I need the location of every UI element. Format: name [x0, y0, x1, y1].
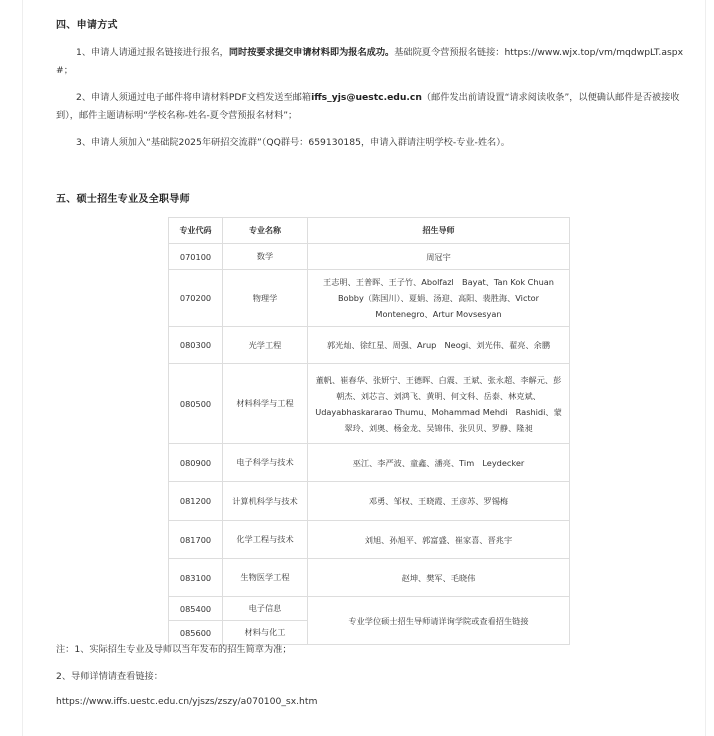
major-code-cell: 080500: [169, 364, 223, 444]
professional-tutors-cell: 专业学位硕士招生导师请详询学院或查看招生链接: [308, 597, 570, 645]
major-name-cell: 化学工程与技术: [223, 521, 308, 559]
tutor-details-link[interactable]: https://www.iffs.uestc.edu.cn/yjszs/zszy/a070100_sx.htm: [56, 696, 318, 707]
tutors-cell: 赵坤、樊军、毛晓伟: [308, 559, 570, 597]
header-major-name: 专业名称: [223, 218, 308, 244]
note-line-1: 注：1、实际招生专业及导师以当年发布的招生简章为准；: [56, 644, 292, 655]
left-border-line: [22, 0, 23, 736]
item2-suffix: （邮件发出前请设置“请求阅读收条”，以便确认邮件是否被接收到），邮件主题请标明“学校名称-姓名-夏令营预报名材料”；: [56, 92, 680, 121]
application-item-2: [56, 89, 688, 125]
item3-text: 3、申请人须加入“基础院2025年研招交流群”（QQ群号：659130185，申请入群请注明学校-专业-姓名）。: [76, 137, 510, 148]
item1-bold-notice: 同时按要求提交申请材料即为报名成功。: [228, 47, 395, 58]
application-item-3: [56, 134, 688, 152]
major-code-cell: 070100: [169, 244, 223, 270]
table-row: [169, 597, 570, 621]
section-heading-majors-and-tutors: 五、硕士招生专业及全职导师: [56, 194, 190, 205]
item1-prefix: 1、申请人请通过报名链接进行报名，: [76, 47, 229, 58]
tutors-cell: 董帆、崔春华、张妍宁、王德晖、白震、王斌、张永超、李解元、彭朝杰、刘芯言、刘鸿飞、黄明、何文科、岳泰、林克斌、Udayabhaskararao Thumu、Mohammad Mehdi Rashidi、蒙翠玲、刘奥、杨金龙、吴锦伟、张贝贝、罗静、隆昶: [308, 364, 570, 444]
header-tutors: 招生导师: [308, 218, 570, 244]
tutors-cell: 刘旭、孙旭平、郭富盛、崔家喜、晋兆宇: [308, 521, 570, 559]
major-code-cell: 070200: [169, 270, 223, 327]
table-row: [169, 327, 570, 364]
major-code-cell: 085600: [169, 621, 223, 645]
table-row: [169, 244, 570, 270]
table-row: [169, 559, 570, 597]
major-name-cell: 物理学: [223, 270, 308, 327]
table-row: [169, 521, 570, 559]
major-code-cell: 080900: [169, 444, 223, 482]
section-heading-application-method: 四、申请方式: [56, 20, 118, 31]
major-code-cell: 081700: [169, 521, 223, 559]
table-row: [169, 270, 570, 327]
major-name-cell: 材料与化工: [223, 621, 308, 645]
major-code-cell: 085400: [169, 597, 223, 621]
header-major-code: 专业代码: [169, 218, 223, 244]
table-row: [169, 444, 570, 482]
major-name-cell: 电子科学与技术: [223, 444, 308, 482]
right-border-line: [705, 0, 706, 736]
table-header-row: [169, 218, 570, 244]
major-code-cell: 080300: [169, 327, 223, 364]
application-email[interactable]: iffs_yjs@uestc.edu.cn: [311, 92, 422, 103]
application-item-1: [56, 44, 688, 80]
tutors-cell: 王志明、王普晖、王子竹、Abolfazl Bayat、Tan Kok Chuan Bobby（陈国川）、夏娟、汤迎、高阳、裴胜海、Victor Montenegro、Artur Movsesyan: [308, 270, 570, 327]
major-code-cell: 083100: [169, 559, 223, 597]
note-line-2: 2、导师详情请查看链接：: [56, 671, 163, 682]
item2-prefix: 2、申请人须通过电子邮件将申请材料PDF文档发送至邮箱: [76, 92, 312, 103]
major-name-cell: 材料科学与工程: [223, 364, 308, 444]
tutors-cell: 郭光灿、徐红星、周强、Arup Neogi、刘光伟、翟亮、余鹏: [308, 327, 570, 364]
major-code-cell: 081200: [169, 482, 223, 521]
major-name-cell: 数学: [223, 244, 308, 270]
table-row: [169, 364, 570, 444]
tutors-cell: 周冠宇: [308, 244, 570, 270]
item1-signup-link-text[interactable]: 基础院夏令营预报名链接：https://www.wjx.top/vm/mqdwpLT.aspx#；: [56, 47, 684, 76]
tutors-cell: 邓勇、邹权、王晓霞、王彦苏、罗锡梅: [308, 482, 570, 521]
majors-table: [168, 217, 570, 645]
major-name-cell: 生物医学工程: [223, 559, 308, 597]
major-name-cell: 电子信息: [223, 597, 308, 621]
table-row: [169, 482, 570, 521]
tutors-cell: 巫江、李严波、童鑫、潘亮、Tim Leydecker: [308, 444, 570, 482]
major-name-cell: 计算机科学与技术: [223, 482, 308, 521]
major-name-cell: 光学工程: [223, 327, 308, 364]
